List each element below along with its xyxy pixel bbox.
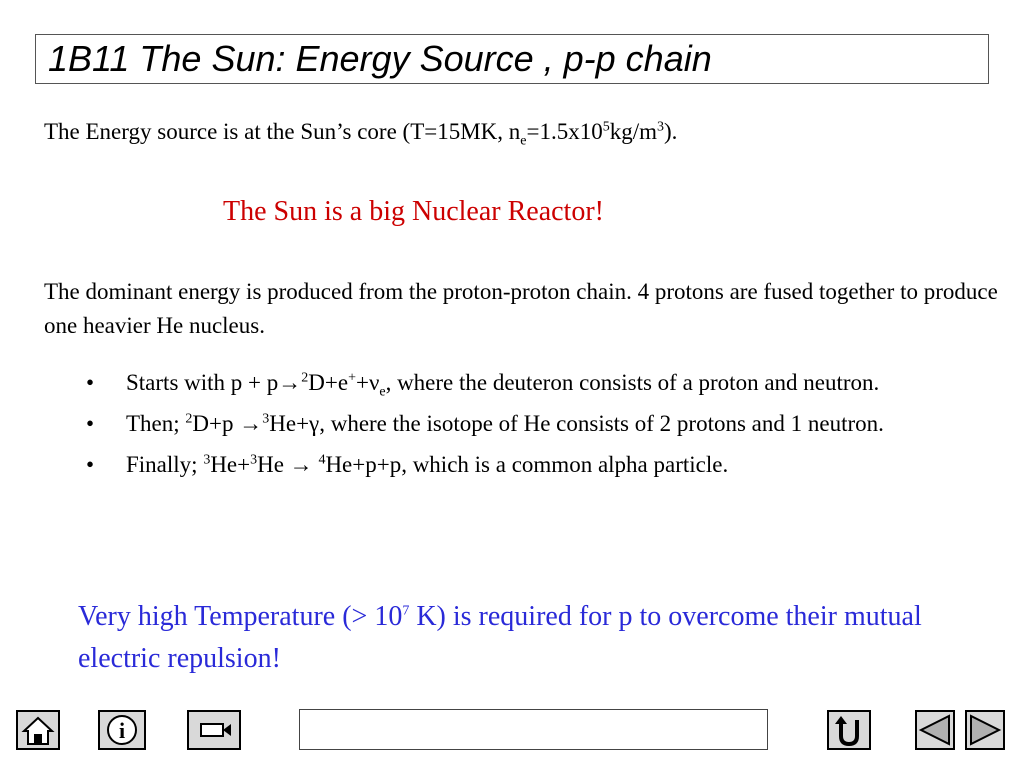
return-button[interactable]: [827, 710, 871, 750]
bullet-sup: 3: [262, 411, 270, 427]
energy-source-text: The Energy source is at the Sun’s core (T=15MK, n: [44, 119, 521, 144]
bullet-icon: •: [86, 411, 95, 436]
home-icon: [18, 712, 58, 748]
previous-button[interactable]: [915, 710, 955, 750]
svg-text:i: i: [118, 718, 126, 743]
bullet-icon: •: [86, 370, 95, 395]
bullet-sup: +: [348, 370, 356, 386]
bullet-text: He →: [257, 452, 319, 477]
bullet-text: He+γ, where the isotope of He consists of 2 protons and 1 neutron.: [269, 411, 884, 436]
bullet-text: D+p →: [192, 411, 263, 436]
energy-source-sub: e: [520, 133, 527, 149]
bullet-icon: •: [86, 452, 95, 477]
bullet-sup: 4: [318, 452, 326, 468]
energy-source-text-3: kg/m: [609, 119, 658, 144]
next-button[interactable]: [965, 710, 1005, 750]
status-field: [299, 709, 768, 750]
bullet-text: He+p+p, which is a common alpha particle.: [325, 452, 729, 477]
reaction-list: [86, 366, 916, 489]
conclusion-sup: 7: [402, 603, 410, 619]
dominant-energy-paragraph: The dominant energy is produced from the proton-proton chain. 4 protons are fused together to produce one heavier He nucleus.: [44, 279, 998, 338]
slide-title: 1B11 The Sun: Energy Source , p-p chain: [48, 38, 712, 79]
nuclear-reactor-highlight: The Sun is a big Nuclear Reactor!: [223, 196, 604, 227]
bullet-text: Starts with p + p→: [126, 370, 302, 395]
energy-source-text-4: ).: [664, 119, 678, 144]
info-button[interactable]: [98, 710, 146, 750]
return-icon: [829, 712, 869, 748]
list-item: [86, 366, 916, 400]
next-icon: [965, 710, 1005, 750]
conclusion-text-1: Very high Temperature (> 10: [78, 601, 403, 632]
bullet-text: Finally;: [126, 452, 204, 477]
bullet-text: , where the deuteron consists of a proton and neutron.: [385, 370, 880, 395]
bullet-sub: e: [379, 384, 386, 400]
movie-button[interactable]: [187, 710, 241, 750]
home-button[interactable]: [16, 710, 60, 750]
conclusion-text: [78, 596, 978, 680]
bullet-text: D+e: [308, 370, 349, 395]
movie-icon: [189, 712, 239, 748]
energy-source-text-2: =1.5x10: [526, 119, 603, 144]
previous-icon: [915, 710, 955, 750]
bullet-text: +ν: [355, 370, 380, 395]
list-item: [86, 407, 916, 441]
list-item: [86, 448, 916, 482]
info-icon: [100, 712, 144, 748]
bullet-text: He+: [210, 452, 251, 477]
bullet-sup: 3: [250, 452, 258, 468]
bullet-sup: 2: [301, 370, 309, 386]
energy-source-line: [44, 117, 677, 147]
energy-source-sup-2: 3: [657, 119, 665, 135]
title-box: [35, 34, 989, 84]
bullet-sup: 2: [185, 411, 193, 427]
bullet-sup: 3: [203, 452, 211, 468]
energy-source-sup: 5: [602, 119, 610, 135]
conclusion-text-2: K) is required for p to overcome their mutual electric repulsion!: [78, 601, 922, 674]
bullet-text: Then;: [126, 411, 186, 436]
